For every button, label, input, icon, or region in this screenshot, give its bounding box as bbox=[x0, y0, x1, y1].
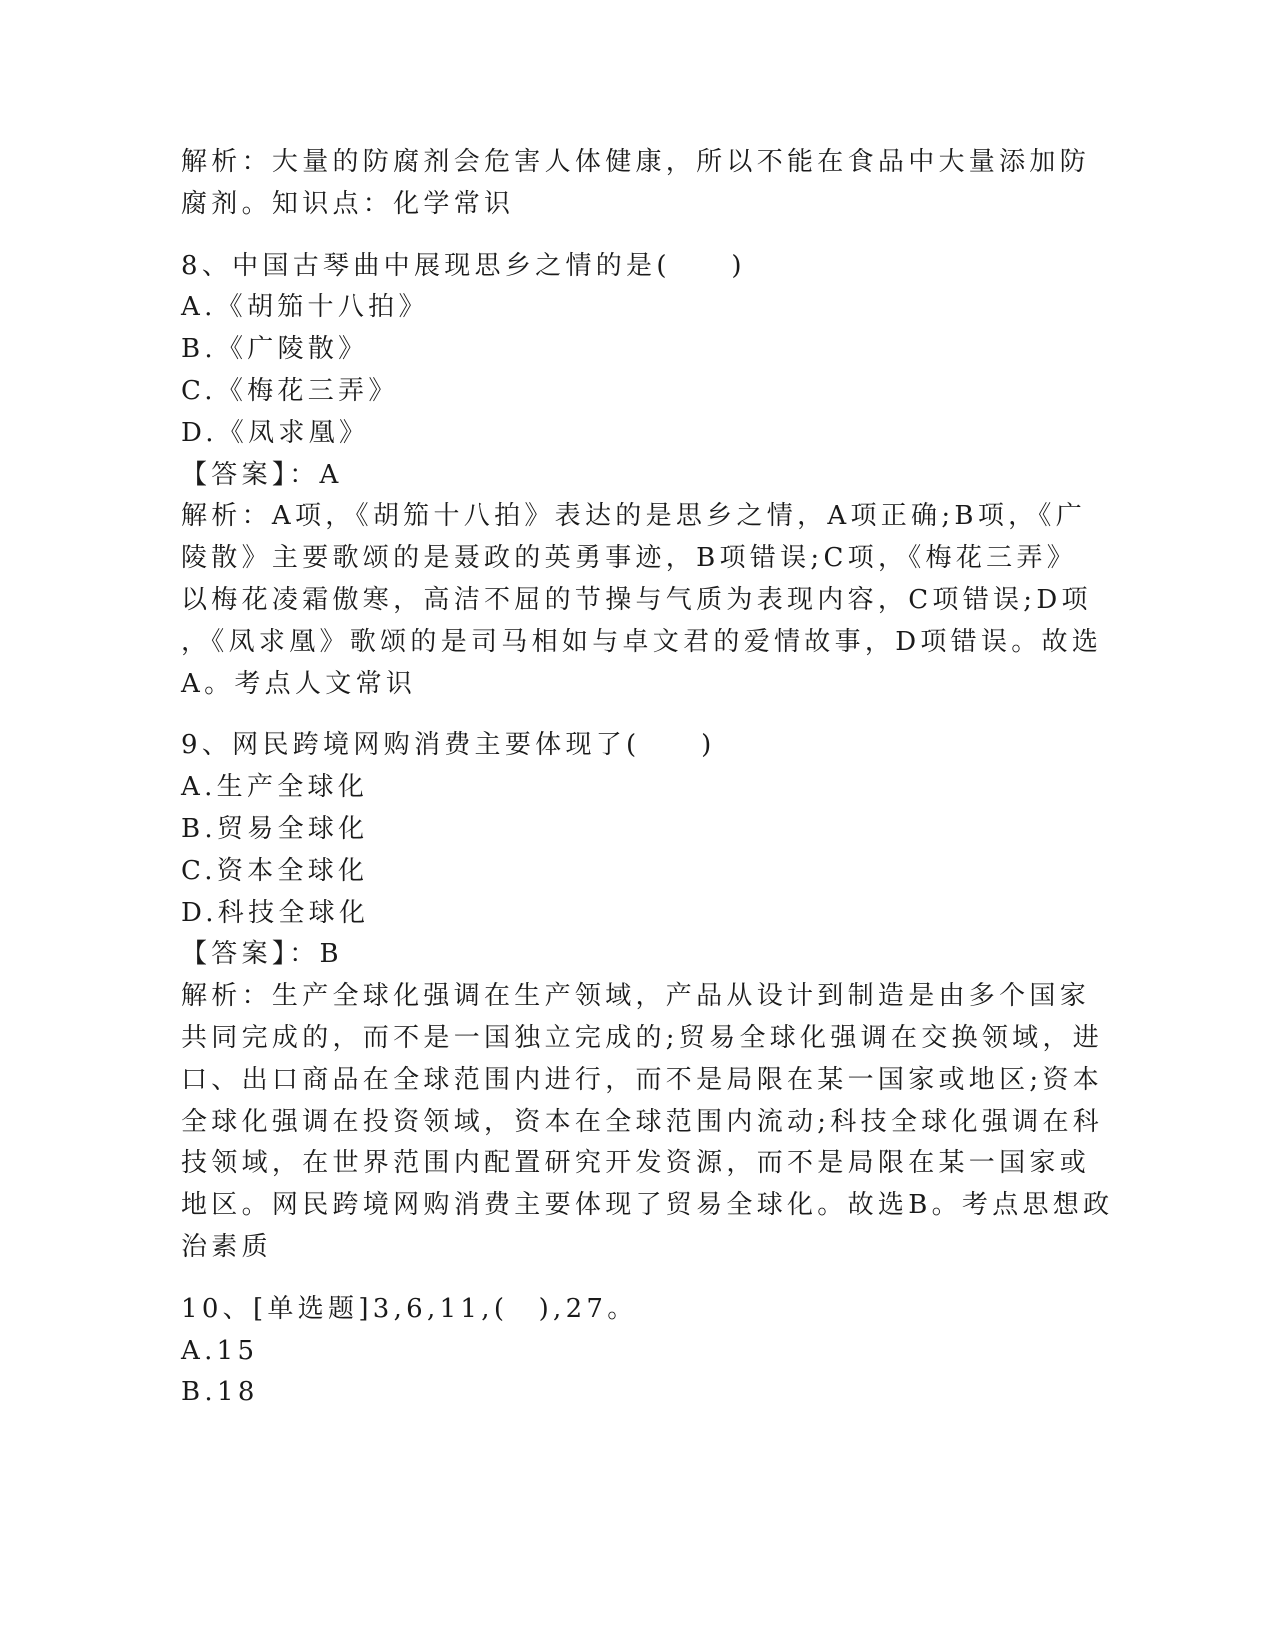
document-page bbox=[181, 142, 1114, 1414]
question-text: 8、中国古琴曲中展现思乡之情的是( ) bbox=[181, 250, 746, 281]
option-a: A.生产全球化 bbox=[181, 772, 369, 803]
analysis-line: 技领域，在世界范围内配置研究开发资源，而不是局限在某一国家或 bbox=[181, 1148, 1091, 1179]
analysis-line: ，《凤求凰》歌颂的是司马相如与卓文君的爱情故事，D项错误。故选 bbox=[181, 626, 1103, 657]
analysis-line: 解析：生产全球化强调在生产领域，产品从设计到制造是由多个国家 bbox=[181, 981, 1091, 1012]
option-d: D.科技全球化 bbox=[181, 897, 370, 928]
analysis-line: 口、出口商品在全球范围内进行，而不是局限在某一国家或地区;资本 bbox=[181, 1064, 1104, 1095]
question-text: 10、[单选题]3,6,11,( ),27。 bbox=[181, 1293, 638, 1324]
answer: 【答案】：B bbox=[181, 939, 343, 970]
question-9 bbox=[181, 725, 1114, 1268]
option-b: B.贸易全球化 bbox=[181, 813, 369, 844]
answer: 【答案】：A bbox=[181, 459, 343, 490]
analysis-line: 共同完成的，而不是一国独立完成的;贸易全球化强调在交换领域，进 bbox=[181, 1022, 1104, 1053]
option-b: B.《广陵散》 bbox=[181, 334, 369, 365]
option-a: A.《胡笳十八拍》 bbox=[181, 292, 429, 323]
analysis-line: 地区。网民跨境网购消费主要体现了贸易全球化。故选B。考点思想政 bbox=[181, 1190, 1114, 1221]
question-8 bbox=[181, 246, 1103, 706]
analysis-line: 解析：大量的防腐剂会危害人体健康，所以不能在食品中大量添加防 bbox=[181, 147, 1091, 177]
option-c: C.《梅花三弄》 bbox=[181, 375, 399, 406]
question-text: 9、网民跨境网购消费主要体现了( ) bbox=[181, 730, 716, 761]
analysis-line: 全球化强调在投资领域，资本在全球范围内流动;科技全球化强调在科 bbox=[181, 1106, 1104, 1137]
option-c: C.资本全球化 bbox=[181, 855, 369, 886]
analysis-line: 腐剂。知识点：化学常识 bbox=[181, 188, 515, 219]
question-10 bbox=[181, 1289, 1081, 1414]
option-a: A.15 bbox=[181, 1335, 259, 1366]
option-d: D.《凤求凰》 bbox=[181, 417, 370, 448]
option-b: B.18 bbox=[181, 1377, 259, 1408]
analysis-line: 陵散》主要歌颂的是聂政的英勇事迹，B项错误;C项，《梅花三弄》 bbox=[181, 543, 1078, 574]
analysis-line: 治素质 bbox=[181, 1231, 272, 1262]
prev-analysis bbox=[181, 142, 1091, 226]
analysis-line: 解析：A项，《胡笳十八拍》表达的是思乡之情，A项正确;B项，《广 bbox=[181, 501, 1087, 532]
analysis-line: A。考点人文常识 bbox=[181, 668, 417, 699]
analysis-line: 以梅花凌霜傲寒，高洁不屈的节操与气质为表现内容，C项错误;D项 bbox=[181, 584, 1092, 615]
